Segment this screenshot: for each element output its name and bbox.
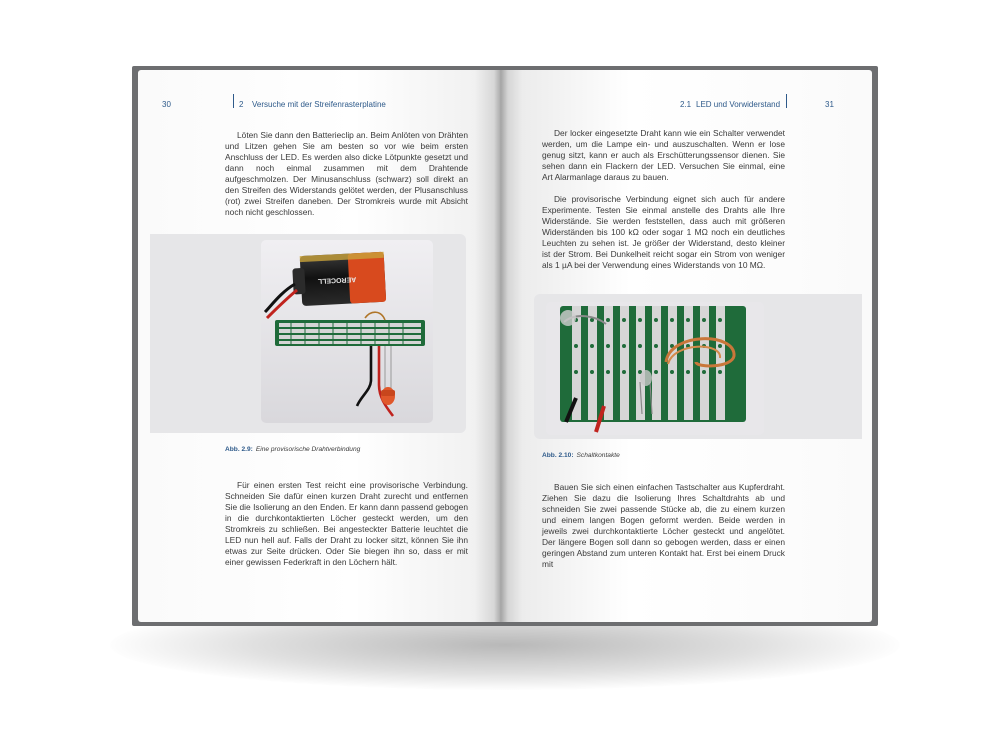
- figure-2-10-caption-text: Schaltkontakte: [576, 452, 620, 459]
- figure-2-9-caption: [225, 446, 360, 453]
- figure-2-9-caption-text: Eine provisorische Drahtverbindung: [255, 446, 361, 453]
- figure-2-10-caption: [542, 452, 620, 459]
- right-page-number: 31: [825, 100, 834, 109]
- right-paragraph-1: Der locker eingesetzte Draht kann wie ein Schalter verwendet werden, um die Lampe ein- und auszuschalten. Wenn er lose genug sitzt, kann er auch als Erschütterungssensor dienen. Sie sehen dann ein Flackern der LED. Versuchen Sie einmal, eine Art Alarmanlage daraus zu bauen.: [542, 128, 785, 182]
- book-gutter: [494, 70, 508, 622]
- chapter-title: Versuche mit der Streifenrasterplatine: [252, 100, 386, 109]
- right-paragraph-3: Bauen Sie sich einen einfachen Tastschalter aus Kupferdraht. Ziehen Sie dazu die Isolierung Ihres Schaltdrahts ab und schneiden Sie zwei passende Stücke ab, die zu einem kurzen und einem langen Bogen geformt werden. Beide werden in jeweils zwei durchkontaktierte Löcher gesteckt und angelötet. Der längere Bogen soll dann so gebogen werden, dass er einen geringen Abstand zum unteren Kontakt hat. Erst bei einem Druck mit: [542, 482, 785, 569]
- left-header-rule: [233, 94, 234, 108]
- battery-brand-label: AEROCELL: [317, 275, 357, 285]
- battery-board-illustration: [261, 240, 433, 423]
- section-number: 2.1: [680, 100, 692, 109]
- left-paragraph-2-block: [225, 480, 468, 579]
- left-paragraph-1: Löten Sie dann den Batterieclip an. Beim Anlöten von Drähten und Litzen gehen Sie am besten so vor wie beim ersten Anschluss der LED. Es werden also dicke Lötpunkte gesetzt und dann noch einmal zusammen mit dem Drahtende aufgeschmolzen. Der Minusanschluss (schwarz) soll direkt an den Streifen des Widerstands gelötet werden, der Plusanschluss (rot) zwei Streifen daneben. Der Stromkreis wurde mit Absicht noch nicht geschlossen.: [225, 130, 468, 217]
- left-page: [138, 70, 500, 622]
- left-paragraph-1-block: [225, 130, 468, 229]
- right-header-rule: [786, 94, 787, 108]
- right-text-block-bottom: [542, 482, 785, 581]
- figure-2-10-photo: [546, 302, 764, 435]
- figure-2-10-label: Abb. 2.10:: [542, 452, 574, 459]
- figure-2-9-photo: [261, 240, 433, 423]
- right-text-block-top: [542, 128, 785, 282]
- section-title: LED und Vorwiderstand: [696, 100, 781, 109]
- right-paragraph-2: Die provisorische Verbindung eignet sich auch für andere Experimente. Testen Sie einmal anstelle des Drahts alle Ihre Widerstände. Sie werden feststellen, dass auch mit größeren Widerständen bis 100 kΩ oder sogar 1 MΩ noch ein deutliches Leuchten zu sehen ist. Je größer der Widerstand, desto kleiner ist der Strom. Bei Dunkelheit reicht sogar ein Strom von weniger als 1 µA bei der Verwendung eines Widerstands von 10 MΩ.: [542, 194, 785, 270]
- chapter-number: 2: [239, 100, 244, 109]
- switch-contacts-illustration: [546, 302, 764, 435]
- figure-2-9-label: Abb. 2.9:: [225, 446, 253, 453]
- left-paragraph-2: Für einen ersten Test reicht eine provisorische Verbindung. Schneiden Sie dafür einen kurzen Draht zurecht und entfernen Sie die Isolierung an den Enden. Er kann dann passend gebogen in die durchkontaktierten Löcher gesteckt werden, um den Stromkreis zu schließen. Bei angesteckter Batterie leuchtet die LED nun hell auf. Falls der Draht zu locker sitzt, können Sie ihn etwas zur Seite drücken. Oder Sie biegen ihn so, dass er mit einer gewissen Federkraft in den Löchern hält.: [225, 480, 468, 567]
- left-page-number: 30: [162, 100, 171, 109]
- right-page: [500, 70, 872, 622]
